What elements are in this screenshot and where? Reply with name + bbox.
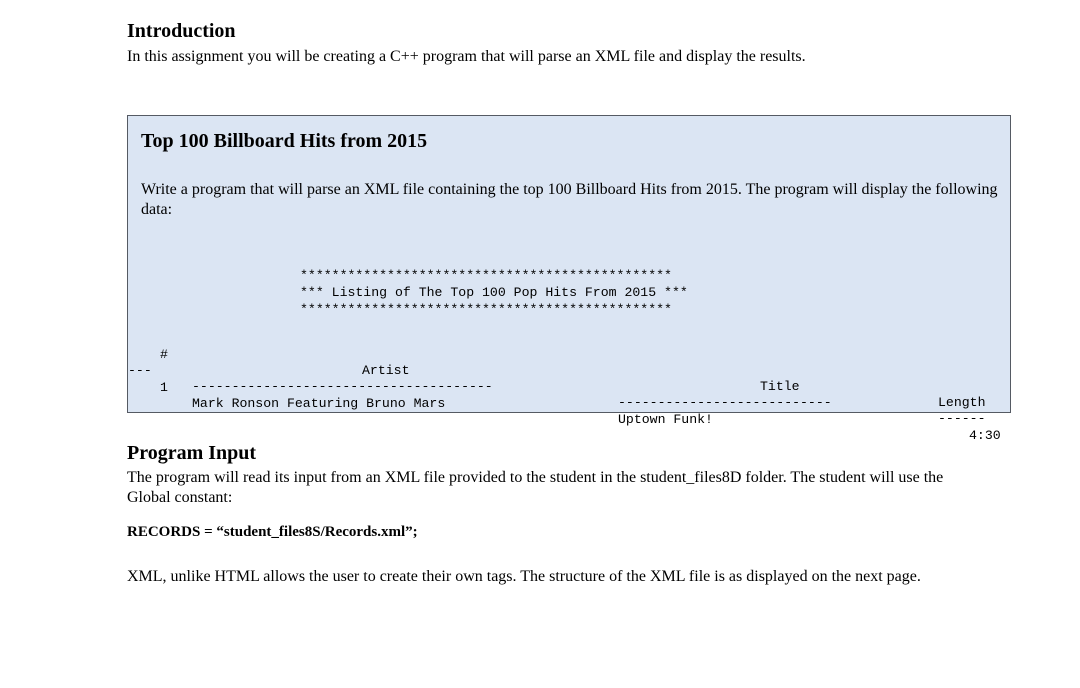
row-length: 4:30	[969, 428, 1001, 443]
header-length: Length	[938, 395, 986, 410]
introduction-text: In this assignment you will be creating a C++ program that will parse an XML file and display the results.	[127, 48, 806, 65]
row-title: Uptown Funk!	[618, 412, 713, 427]
header-artist: Artist	[362, 363, 410, 378]
program-input-text: The program will read its input from an XML file provided to the student in the student_files8D folder. The student will use the Global constant:	[127, 469, 944, 506]
header-num: #	[160, 347, 168, 362]
dash-length: ------	[938, 411, 986, 426]
banner-stars-top-text: ***********************************************	[300, 268, 672, 283]
introduction-heading: Introduction	[127, 20, 236, 42]
banner-title-text: *** Listing of The Top 100 Pop Hits From 2015 ***	[300, 285, 688, 300]
records-constant: RECORDS = “student_files8S/Records.xml”;	[127, 524, 418, 540]
box-description: Write a program that will parse an XML file containing the top 100 Billboard Hits from 2015. The program will display the following data:	[141, 181, 998, 218]
dash-num: ---	[128, 363, 152, 378]
dash-artist: --------------------------------------	[192, 379, 493, 394]
row-num: 1	[160, 380, 168, 395]
xml-description: XML, unlike HTML allows the user to create their own tags. The structure of the XML file is as displayed on the next page.	[127, 568, 921, 585]
program-input-heading: Program Input	[127, 442, 257, 464]
box-title: Top 100 Billboard Hits from 2015	[141, 130, 428, 152]
table-row	[128, 364, 1008, 460]
row-artist: Mark Ronson Featuring Bruno Mars	[192, 396, 446, 411]
dash-title: ---------------------------	[618, 395, 832, 410]
header-title: Title	[760, 379, 800, 394]
assignment-box	[127, 115, 1011, 443]
banner-stars-bottom-text: ***********************************************	[300, 302, 672, 317]
banner-stars-bottom	[128, 286, 1008, 334]
